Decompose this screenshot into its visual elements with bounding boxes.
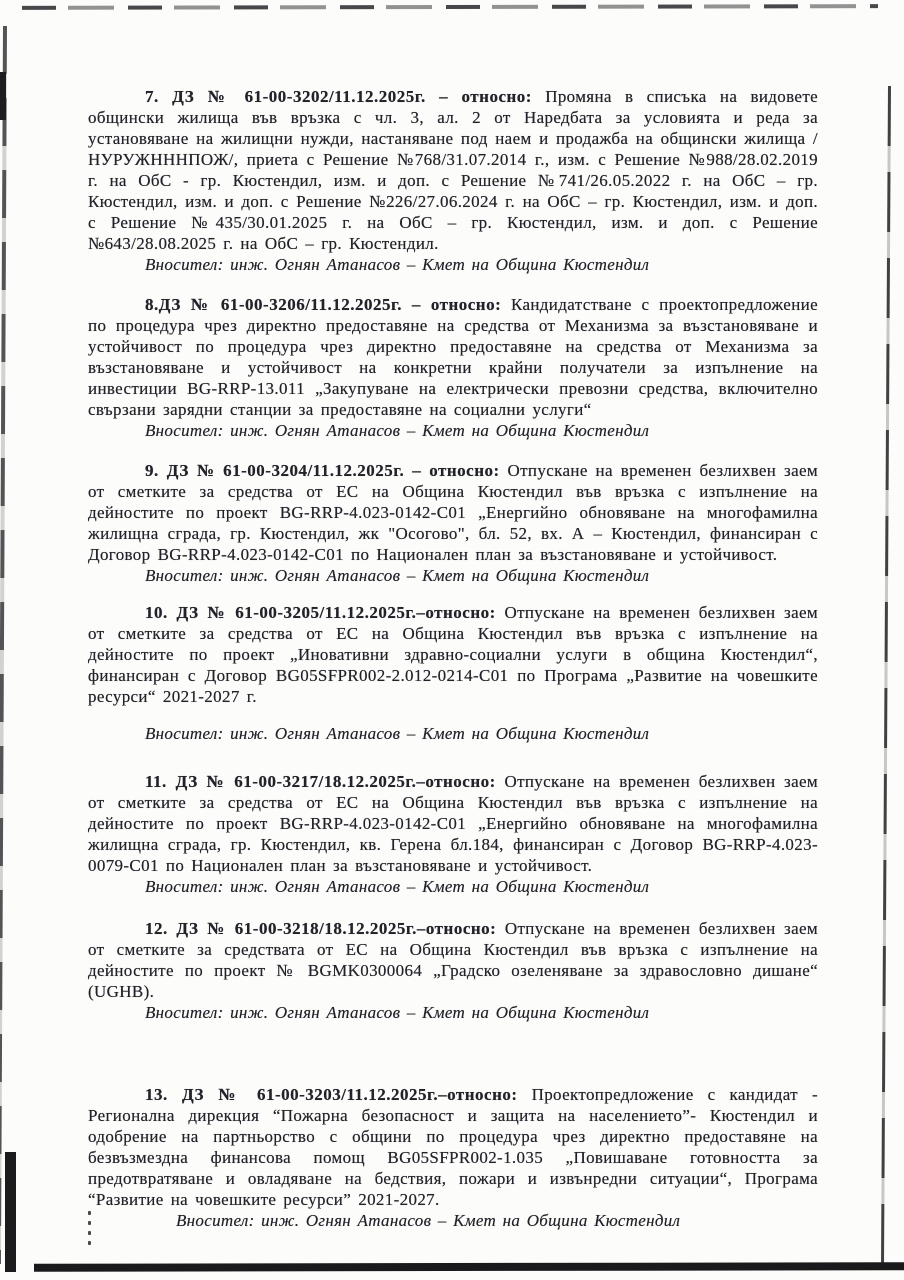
scan-edge-right-line [881, 86, 891, 1270]
item-submitter: Вносител: инж. Огнян Атанасов – Кмет на Община Кюстендил [145, 255, 650, 274]
item-header: 8.ДЗ № 61-00-3206/11.12.2025г. – относно: [145, 295, 502, 314]
item-body: Отпускане на временен безлихвен заем от сметките за средства от ЕС на Община Кюстендил във връзка с изпълнение на дейностите по проект BG-RRP-4.023-0142-C01 „Енергийно обновяване на многофамилна жилищна сграда, гр. Кюстендил, кв. Герена бл.184, финансиран с Договор BG-RRP-4.023-0079-C01 по Национален план за възстановяване и устойчивост. [88, 772, 818, 875]
item-header: 9. ДЗ № 61-00-3204/11.12.2025г. – относно: [145, 461, 500, 480]
agenda-item [88, 460, 818, 586]
item-paragraph [88, 771, 818, 876]
item-submitter: Вносител: инж. Огнян Атанасов – Кмет на Община Кюстендил [176, 1211, 681, 1230]
item-header: 10. ДЗ № 61-00-3205/11.12.2025г.–относно: [145, 603, 496, 622]
item-paragraph [88, 1084, 818, 1210]
item-submitter: Вносител: инж. Огнян Атанасов – Кмет на Община Кюстендил [145, 877, 650, 896]
item-paragraph [88, 602, 818, 707]
item-body: Проектопредложение с кандидат - Регионална дирекция “Пожарна безопасност и защита на населението”- Кюстендил и одобрение на партньорство с общини по процедура чрез директно предоставяне на безвъзмездна финансова помощ BG05SFPR002-1.035 „Повишаване готовността за предотвратяване и овладяване на бедствия, пожари и извънредни ситуации“, Програма “Развитие на човешките ресурси” 2021-2027. [88, 1085, 818, 1209]
item-submitter: Вносител: инж. Огнян Атанасов – Кмет на Община Кюстендил [145, 724, 650, 743]
item-body: Отпускане на временен безлихвен заем от сметките за средства от ЕС на Община Кюстендил във връзка с изпълнение на дейностите по проект „Иновативни здравно-социални услуги в община Кюстендил“, финансиран с Договор BG05SFPR002-2.012-0214-C01 по Програма „Развитие на човешките ресурси“ 2021-2027 г. [88, 603, 818, 706]
item-submitter: Вносител: инж. Огнян Атанасов – Кмет на Община Кюстендил [145, 1003, 650, 1022]
scan-edge-left-mark [0, 72, 6, 120]
item-body: Отпускане на временен безлихвен заем от сметките за средства от ЕС на Община Кюстендил във връзка с изпълнение на дейностите по проект BG-RRP-4.023-0142-C01 „Енергийно обновяване на многофамилна жилищна сграда, гр. Кюстендил, жк "Осогово", бл. 52, вх. А – Кюстендил, финансиран с Договор BG-RRP-4.023-0142-C01 по Национален план за възстановяване и устойчивост. [88, 461, 818, 564]
item-paragraph [88, 460, 818, 565]
item-submitter: Вносител: инж. Огнян Атанасов – Кмет на Община Кюстендил [145, 421, 650, 440]
scan-edge-top-line [22, 4, 878, 10]
agenda-item [88, 86, 818, 275]
scan-edge-left-line [0, 26, 7, 1264]
item-paragraph [88, 86, 818, 254]
item-header: 11. ДЗ № 61-00-3217/18.12.2025г.–относно: [145, 772, 496, 791]
item-header: 12. ДЗ № 61-00-3218/18.12.2025г.–относно: [145, 919, 497, 938]
scan-edge-left-bottom-bar [5, 1152, 16, 1272]
item-paragraph [88, 294, 818, 420]
agenda-item [88, 294, 818, 441]
item-header: 7. ДЗ № 61-00-3202/11.12.2025г. – относно: [145, 87, 532, 106]
item-paragraph [88, 918, 818, 1002]
item-body: Промяна в списъка на видовете общински жилища във връзка с чл. 3, ал. 2 от Наредбата за условията и реда за установяване на жилищни нужди, настаняване под наем и продажба на общински жилища /НУРУЖНННПОЖ/, приета с Решение №768/31.07.2014 г., изм. с Решение №988/28.02.2019 г. на ОбС - гр. Кюстендил, изм. и доп. с Решение №741/26.05.2022 г. на ОбС – гр. Кюстендил, изм. и доп. с Решение №226/27.06.2024 г. на ОбС – гр. Кюстендил, изм. и доп. с Решение №435/30.01.2025 г. на ОбС – гр. Кюстендил, изм. и доп. с Решение №643/28.08.2025 г. на ОбС – гр. Кюстендил. [88, 87, 818, 253]
agenda-item [88, 918, 818, 1023]
item-body: Отпускане на временен безлихвен заем от сметките за средствата от ЕС на Община Кюстендил във връзка с изпълнение на дейностите по проект № BGMK0300064 „Градско озеленяване за здравословно дишане“ (UGHB). [88, 919, 818, 1001]
agenda-item [88, 602, 818, 744]
item-body: Кандидатстване с проектопредложение по процедура чрез директно предоставяне на средства от Механизма за възстановяване и устойчивост по процедура чрез директно предоставяне на средства от Механизма за възстановяване и устойчивост на конкретни крайни получатели за изпълнение на инвестиции BG-RRP-13.011 „Закупуване на електрически превозни средства, включително свързани зарядни станции за предоставяне на социални услуги“ [88, 295, 818, 419]
item-header: 13. ДЗ № 61-00-3203/11.12.2025г.–относно: [145, 1085, 518, 1104]
scan-edge-bottom-line [34, 1262, 904, 1272]
item-submitter: Вносител: инж. Огнян Атанасов – Кмет на Община Кюстендил [145, 566, 650, 585]
agenda-item [88, 1084, 818, 1231]
agenda-item [88, 771, 818, 897]
